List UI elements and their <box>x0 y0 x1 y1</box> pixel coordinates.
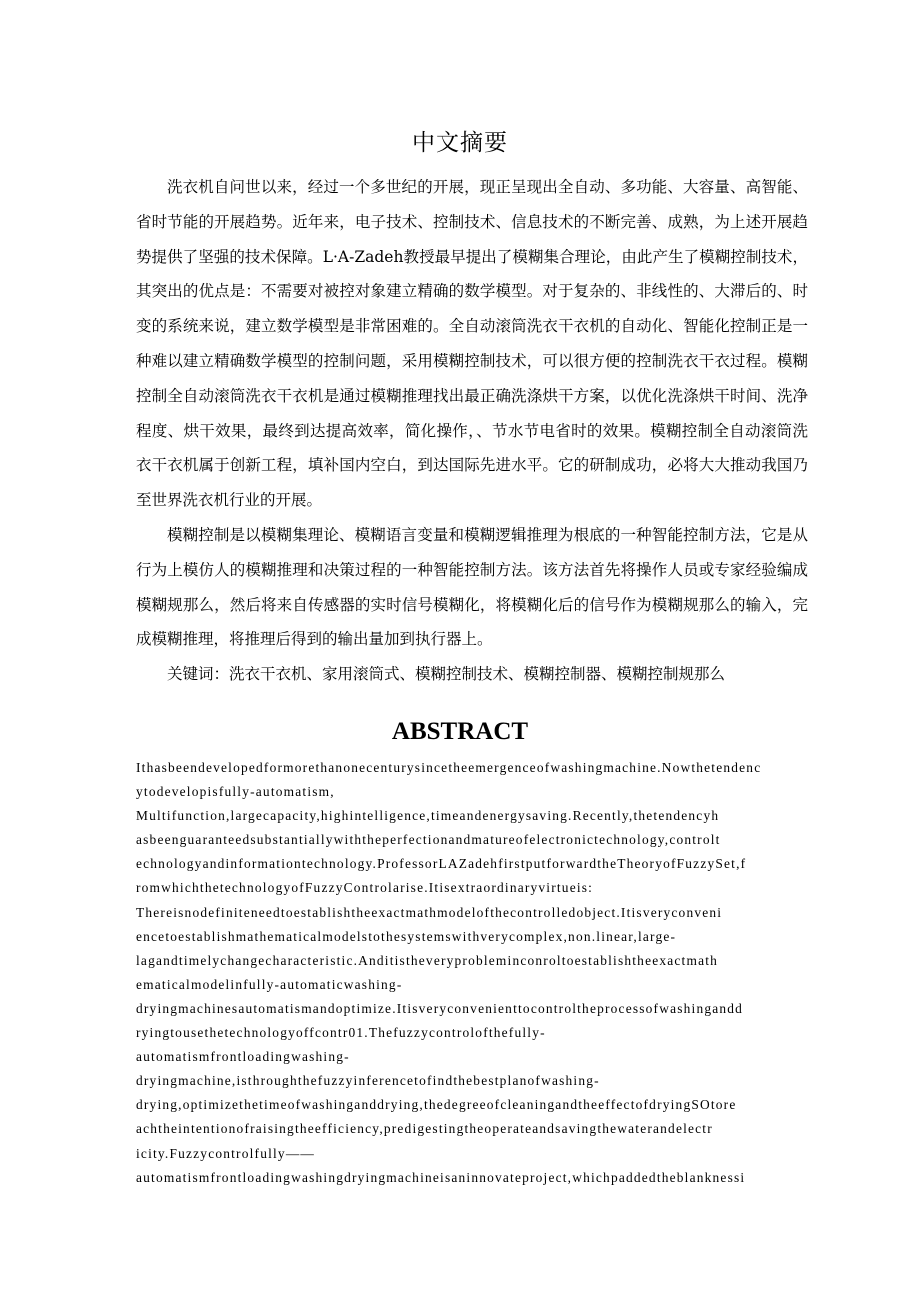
chinese-abstract-body <box>136 170 808 692</box>
english-abstract-line: automatismfrontloadingwashingdryingmachineisaninnovateproject,whichpaddedtheblanknessi <box>136 1169 746 1185</box>
english-abstract-line: ematicalmodelinfully-automaticwashing- <box>136 976 403 992</box>
english-abstract-line: Ithasbeendevelopedformorethanonecenturysincetheemergenceofwashingmachine.Nowthetendenc <box>136 760 762 775</box>
english-abstract-line: Thereisnodefiniteneedtoestablishtheexactmathmodelofthecontrolledobject.Itisveryconveni <box>136 904 723 920</box>
chinese-abstract-title: 中文摘要 <box>412 130 508 156</box>
chinese-abstract-paragraph-1: 洗衣机自问世以来，经过一个多世纪的开展，现正呈现出全自动、多功能、大容量、高智能、省时节能的开展趋势。近年来，电子技术、控制技术、信息技术的不断完善、成熟，为上述开展趋势提供了坚强的技术保障。L·A-Zadeh教授最早提出了模糊集合理论，由此产生了模糊控制技术，其突出的优点是：不需要对被控对象建立精确的数学模型。对于复杂的、非线性的、大滞后的、时变的系统来说，建立数学模型是非常困难的。全自动滚筒洗衣干衣机的自动化、智能化控制正是一种难以建立精确数学模型的控制问题，采用模糊控制技术，可以很方便的控制洗衣干衣过程。模糊控制全自动滚筒洗衣干衣机是通过模糊推理找出最正确洗涤烘干方案，以优化洗涤烘干时间、洗净程度、烘干效果，最终到达提高效率，简化操作，、节水节电省时的效果。模糊控制全自动滚筒洗衣干衣机属于创新工程，填补国内空白，到达国际先进水平。它的研制成功，必将大大推动我国乃至世界洗衣机行业的开展。 <box>136 178 808 510</box>
english-abstract-line: ryingtousethetechnologyoffcontr01.Thefuzzycontrolofthefully- <box>136 1025 546 1041</box>
english-abstract-line: drying,optimizethetimeofwashinganddrying,thedegreeofcleaningandtheeffectofdryingSOtore <box>136 1097 737 1113</box>
english-abstract-line: achtheintentionofraisingtheefficiency,predigestingtheoperateandsavingthewaterandelectr <box>136 1121 713 1137</box>
english-abstract-line: romwhichthetechnologyofFuzzyControlarise.Itisextraordinaryvirtueis: <box>136 880 594 896</box>
english-abstract-line: Multifunction,largecapacity,highintelligence,timeandenergysaving.Recently,thetendencyh <box>136 808 720 824</box>
english-abstract-line: echnologyandinformationtechnology.ProfessorLAZadehfirstputforwardtheTheoryofFuzzySet,f <box>136 856 747 872</box>
english-abstract-title: ABSTRACT <box>391 718 529 745</box>
english-abstract-line: lagandtimelychangecharacteristic.Anditistheveryprobleminconroltoestablishtheexactmath <box>136 952 719 968</box>
english-abstract-line: ytodevelopisfully-automatism, <box>136 784 335 800</box>
english-abstract-line: asbeenguaranteedsubstantiallywiththeperfectionandmatureofelectronictechnology,controlt <box>136 832 721 848</box>
english-abstract-body <box>136 756 808 1190</box>
english-abstract-line: dryingmachine,isthroughthefuzzyinferencetofindthebestplanofwashing- <box>136 1073 600 1089</box>
english-abstract-line: encetoestablishmathematicalmodelstothesystemswithverycomplex,non.linear,large- <box>136 928 677 944</box>
english-abstract-line: dryingmachinesautomatismandoptimize.Itisveryconvenienttocontroltheprocessofwashingandd <box>136 1000 744 1016</box>
english-abstract-line: icity.Fuzzycontrolfully—— <box>136 1145 316 1161</box>
chinese-keywords: 关键词：洗衣干衣机、家用滚筒式、模糊控制技术、模糊控制器、模糊控制规那么 <box>167 665 726 684</box>
chinese-abstract-paragraph-2: 模糊控制是以模糊集理论、模糊语言变量和模糊逻辑推理为根底的一种智能控制方法，它是从行为上模仿人的模糊推理和决策过程的一种智能控制方法。该方法首先将操作人员或专家经验编成模糊规那么，然后将来自传感器的实时信号模糊化，将模糊化后的信号作为模糊规那么的输入，完成模糊推理，将推理后得到的输出量加到执行器上。 <box>136 525 808 649</box>
english-abstract-line: automatismfrontloadingwashing- <box>136 1049 350 1065</box>
